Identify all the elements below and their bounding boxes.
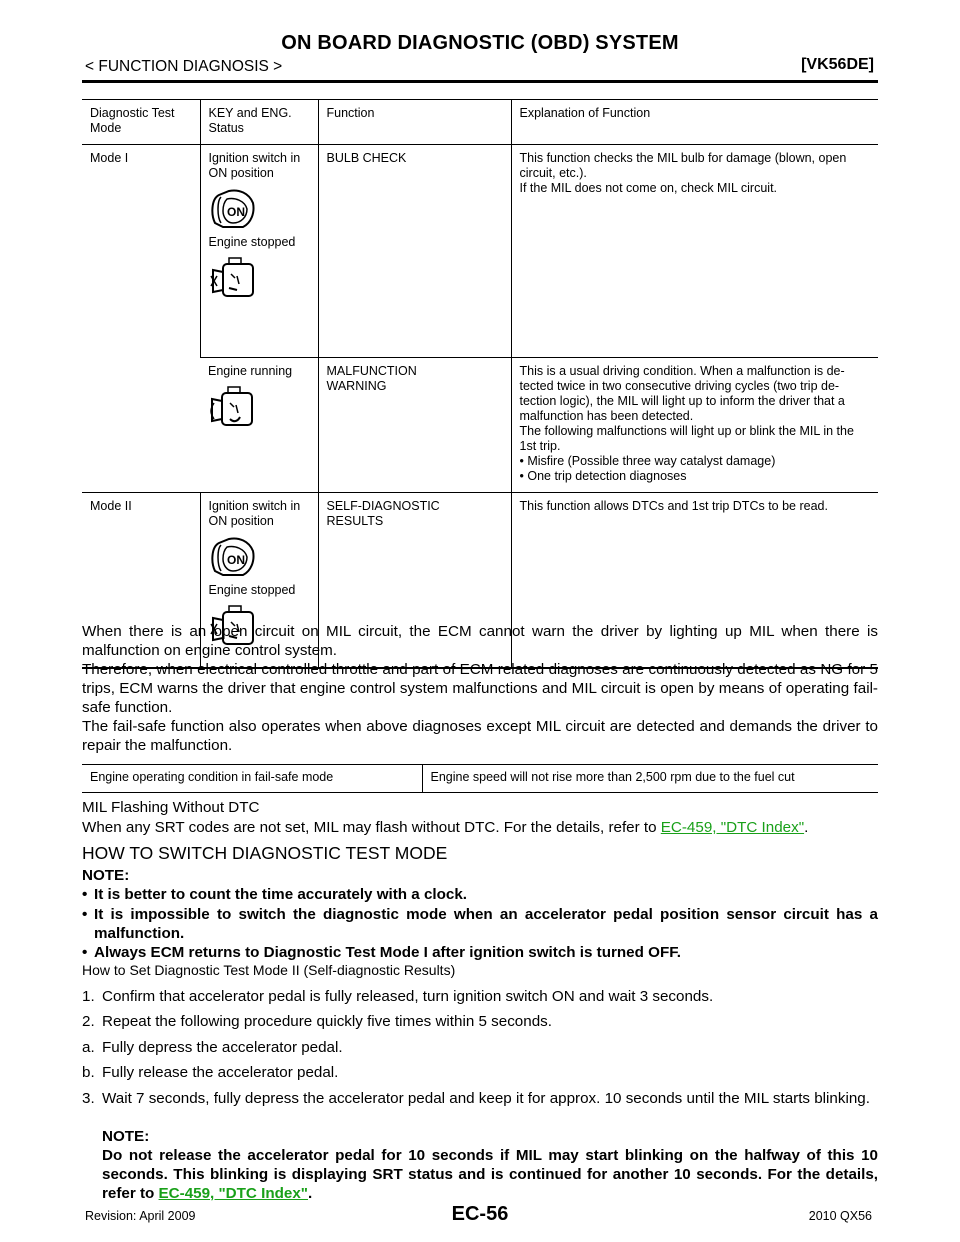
paragraph: Therefore, when electrical controlled throttle and part of ECM related diagnoses are continuously detected as NG for 5 trips, ECM warns the driver that engine control system malfunctions and MIL circuit is open by means of operating fail-safe function.	[82, 661, 878, 716]
note-bullet	[82, 943, 878, 962]
status-text: Ignition switch in	[208, 151, 301, 165]
step-text: Fully depress the accelerator pedal.	[102, 1039, 343, 1056]
model-year-label: 2010 QX56	[808, 1209, 872, 1223]
procedure-step	[82, 1038, 878, 1057]
status-text: Engine stopped	[208, 583, 296, 597]
paragraph: The fail-safe function also operates when above diagnoses except MIL circuit are detected and demands the driver to repair the malfunction.	[82, 718, 878, 754]
explanation-cell	[511, 358, 878, 493]
section-label: < FUNCTION DIAGNOSIS >	[85, 58, 283, 75]
fail-safe-value: Engine speed will not rise more than 2,500 rpm due to the fuel cut	[422, 765, 878, 793]
note-text: Always ECM returns to Diagnostic Test Mode I after ignition switch is turned OFF.	[94, 944, 682, 961]
function-cell	[318, 358, 511, 493]
mode-cell: Mode II	[82, 493, 200, 669]
explanation-cell: This function allows DTCs and 1st trip DTCs to be read.	[511, 493, 878, 669]
paragraph: When there is an open circuit on MIL circuit, the ECM cannot warn the driver by lighting up MIL when there is malfunction on engine control system.	[82, 623, 878, 659]
mil-flash-heading: MIL Flashing Without DTC	[82, 799, 260, 816]
dtc-index-link[interactable]: EC-459, "DTC Index"	[660, 819, 805, 836]
mil-flash-text: When any SRT codes are not set, MIL may flash without DTC. For the details, refer to	[82, 819, 661, 836]
on-label: ON	[226, 205, 245, 219]
note-label: NOTE:	[102, 1128, 150, 1145]
procedure-step	[82, 1012, 878, 1031]
diagnostic-test-mode-table	[82, 99, 878, 669]
column-header: Explanation of Function	[511, 100, 878, 145]
explanation-bullet: • Misfire (Possible three way catalyst damage)	[519, 454, 776, 468]
status-text: Engine running	[208, 364, 293, 378]
note-bullet	[82, 905, 878, 943]
note-block	[102, 1127, 878, 1203]
on-label: ON	[226, 553, 245, 567]
note-label: NOTE:	[82, 867, 130, 884]
step-number: b.	[82, 1064, 95, 1081]
function-text: RESULTS	[326, 514, 384, 528]
model-label: [VK56DE]	[801, 56, 874, 73]
status-cell	[200, 358, 318, 493]
explanation-text: This is a usual driving condition. When a malfunction is de- tected twice in two consecutive driving cycles (two trip de- tection logic), the MIL will light up to inform the driver that a malfunction has been detected.	[519, 364, 845, 423]
table-header-row	[82, 100, 878, 145]
column-header: Diagnostic Test Mode	[82, 100, 200, 145]
mode-cell: Mode I	[82, 145, 200, 493]
function-text: SELF-DIAGNOSTIC	[326, 499, 440, 513]
table-row	[82, 145, 878, 358]
fail-safe-table	[82, 764, 878, 793]
status-text: ON position	[208, 166, 274, 180]
explanation-text: The following malfunctions will light up or blink the MIL in the 1st trip.	[519, 424, 854, 453]
table-row	[82, 765, 878, 793]
subsection-heading: How to Set Diagnostic Test Mode II (Self-diagnostic Results)	[82, 962, 456, 978]
dtc-index-link[interactable]: EC-459, "DTC Index"	[158, 1185, 308, 1202]
function-text: WARNING	[326, 379, 387, 393]
column-header: KEY and ENG. Status	[200, 100, 318, 145]
note-text: It is impossible to switch the diagnostic mode when an accelerator pedal position sensor circuit has a malfunction.	[94, 906, 878, 942]
step-number: 2.	[82, 1013, 95, 1030]
period: .	[804, 819, 809, 836]
header-divider	[82, 80, 878, 83]
column-header: Function	[318, 100, 511, 145]
step-text: Wait 7 seconds, fully depress the accelerator pedal and keep it for approx. 10 seconds until the MIL starts blinking.	[102, 1090, 870, 1107]
procedure-step	[82, 1063, 878, 1082]
note-bullet	[82, 885, 878, 904]
procedure-note	[82, 1127, 878, 1203]
procedure-step	[82, 1089, 878, 1108]
engine-icon	[209, 256, 261, 304]
fail-safe-condition: Engine operating condition in fail-safe mode	[82, 765, 422, 793]
section-heading: HOW TO SWITCH DIAGNOSTIC TEST MODE	[82, 843, 448, 863]
period: .	[307, 1185, 313, 1202]
revision-label: Revision: April 2009	[85, 1209, 196, 1223]
note-text: It is better to count the time accurately with a clock.	[94, 886, 468, 903]
step-text: Repeat the following procedure quickly five times within 5 seconds.	[102, 1013, 552, 1030]
bullet-dot: •	[82, 944, 88, 961]
note-text: Do not release the accelerator pedal for 10 seconds if MIL may start blinking on the halfway of this 10 seconds. This blinking is displaying SRT status and is continued for another 10 seconds. For the details, refer to	[102, 1147, 878, 1202]
explanation-text: If the MIL does not come on, check MIL circuit.	[519, 181, 778, 195]
engine-running-icon	[208, 385, 260, 433]
step-number: a.	[82, 1039, 95, 1056]
page-number: EC-56	[451, 1203, 509, 1225]
step-text: Confirm that accelerator pedal is fully released, turn ignition switch ON and wait 3 seconds.	[102, 988, 714, 1005]
page-title: ON BOARD DIAGNOSTIC (OBD) SYSTEM	[281, 32, 679, 54]
mil-flash-paragraph	[82, 818, 878, 837]
status-text: Engine stopped	[208, 235, 296, 249]
function-cell: BULB CHECK	[318, 145, 511, 358]
step-text: Fully release the accelerator pedal.	[102, 1064, 339, 1081]
bullet-dot: •	[82, 886, 88, 903]
procedure-step	[82, 987, 878, 1006]
table-row	[82, 358, 878, 493]
ignition-key-on-icon	[209, 187, 259, 231]
status-text: ON position	[208, 514, 274, 528]
explanation-cell	[511, 145, 878, 358]
function-text: MALFUNCTION	[326, 364, 417, 378]
status-cell	[200, 145, 318, 358]
ignition-key-on-icon	[209, 535, 259, 579]
explanation-text: This function checks the MIL bulb for damage (blown, open circuit, etc.).	[519, 151, 847, 180]
explanation-bullet: • One trip detection diagnoses	[519, 469, 687, 483]
step-number: 1.	[82, 988, 95, 1005]
bullet-dot: •	[82, 906, 88, 923]
status-text: Ignition switch in	[208, 499, 301, 513]
step-number: 3.	[82, 1090, 95, 1107]
